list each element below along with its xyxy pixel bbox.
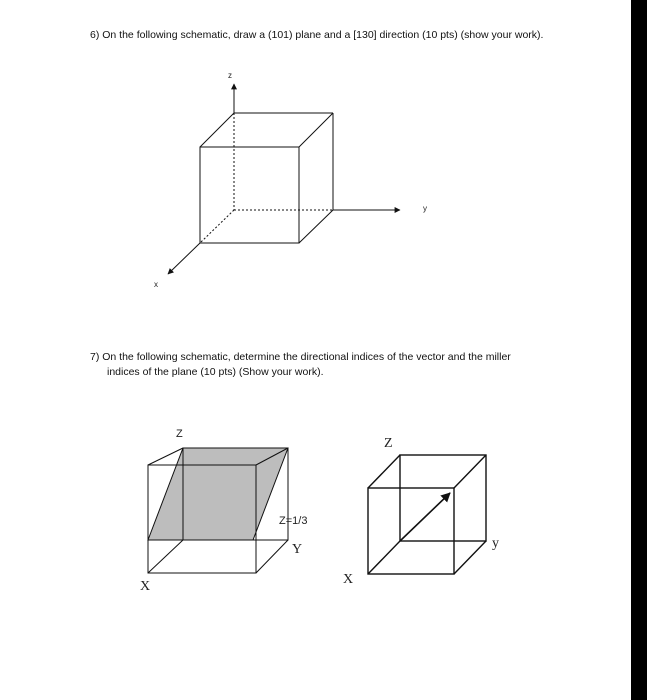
q7-shaded-plane [148,448,288,540]
q7-left-z-label: Z [176,428,183,440]
q7-direction-vector [400,493,450,541]
q6-x-label: x [154,280,158,289]
q6-x-axis [168,243,200,274]
q6-cube-front-face [200,147,299,243]
q7-right-x-label: X [343,572,354,587]
q6-z-label: z [228,71,232,80]
q7-right-z-label: Z [384,436,393,451]
question-7-line-2: indices of the plane (10 pts) (Show your work). [107,366,324,378]
q6-y-label: y [423,204,427,213]
q7-right-y-label: y [492,536,499,551]
q7-intercept-label: Z=1/3 [279,515,308,527]
q6-cube-diagram [168,84,400,274]
question-6-text: 6) On the following schematic, draw a (101) plane and a [130] direction (10 pts) (show your work). [90,29,544,41]
q7-left-x-label: X [140,579,151,594]
q7-left-y-label: Y [292,542,303,557]
question-7-line-1: 7) On the following schematic, determine the directional indices of the vector and the miller [90,351,511,363]
q7-left-cube-diagram [148,448,288,573]
q7-right-cube-diagram [368,455,486,574]
